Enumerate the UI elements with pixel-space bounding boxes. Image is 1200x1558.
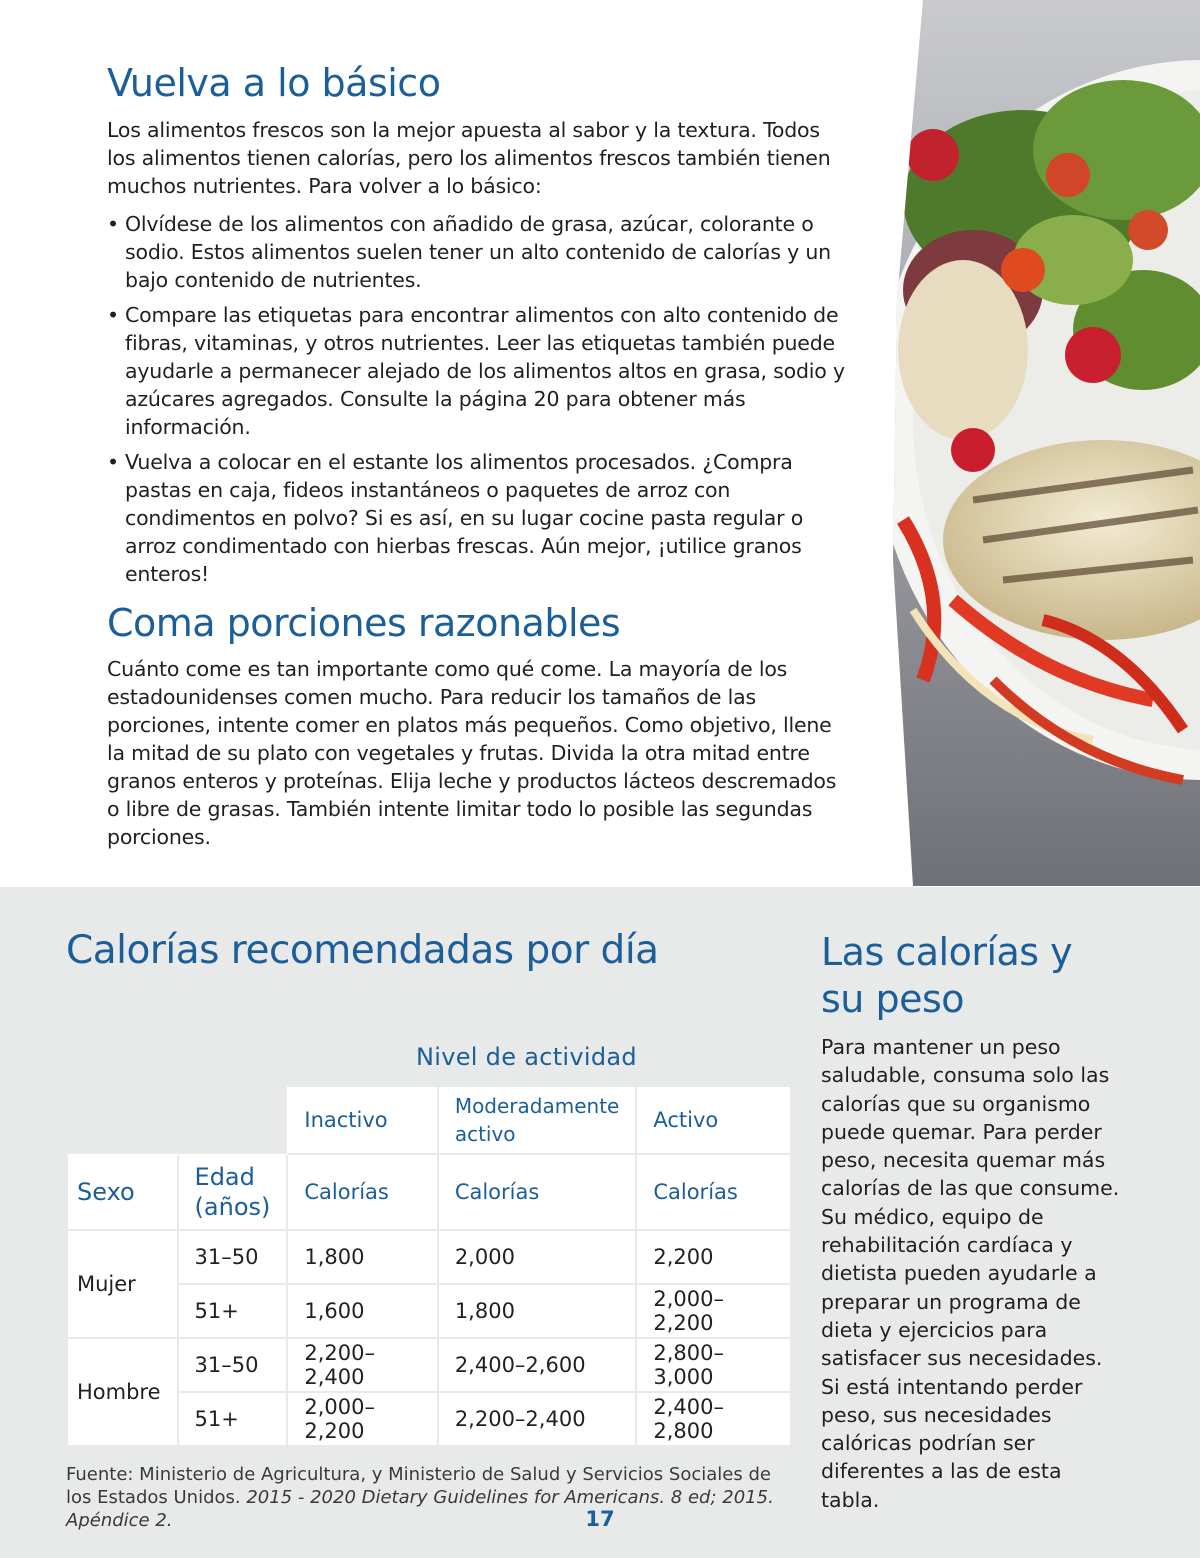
table-cell: 2,200 bbox=[636, 1230, 791, 1284]
table-cell-age: 51+ bbox=[178, 1392, 288, 1446]
basics-heading: Vuelva a lo básico bbox=[107, 61, 441, 105]
page-number: 17 bbox=[585, 1507, 615, 1531]
weight-text: Para mantener un peso saludable, consuma solo las calorías que su organismo puede quemar. Para perder peso, necesita quemar más calorías de las que consume. Su médico, equipo de rehabilitación cardíaca y dietista pueden ayudarle a preparar un programa de dieta y ejercicios para satisfacer sus necesidades. Si está intentando perder peso, sus necesidades calóricas podrían ser diferentes a las de esta tabla. bbox=[821, 1035, 1120, 1512]
portions-heading: Coma porciones razonables bbox=[107, 600, 621, 645]
table-cell: 1,600 bbox=[287, 1284, 437, 1338]
table-cell: 2,800–3,000 bbox=[636, 1338, 791, 1392]
source-italic: 2015 - 2020 Dietary Guidelines for Americans. 8 ed; 2015. Apéndice 2. bbox=[66, 1487, 774, 1531]
table-cell-age: 31–50 bbox=[178, 1338, 288, 1392]
list-item: • Olvídese de los alimentos con añadido de grasa, azúcar, colorante o sodio. Estos alimentos suelen tener un alto contenido de calorías y un bajo contenido de nutrientes. bbox=[107, 210, 852, 294]
table-header-age: Edad (años) bbox=[178, 1154, 288, 1230]
table-cell-age: 31–50 bbox=[178, 1230, 288, 1284]
table-row bbox=[67, 1230, 791, 1284]
top-text-column bbox=[107, 62, 852, 851]
table-cell: 2,000–2,200 bbox=[287, 1392, 437, 1446]
table-header-unit: Calorías bbox=[438, 1154, 637, 1230]
table-cell: 1,800 bbox=[287, 1230, 437, 1284]
table-cell-age: 51+ bbox=[178, 1284, 288, 1338]
weight-heading: Las calorías y su peso bbox=[821, 930, 1073, 1021]
list-item: • Vuelva a colocar en el estante los alimentos procesados. ¿Compra pastas en caja, fideos instantáneos o paquetes de arroz con condimentos en polvo? Si es así, en su lugar cocine pasta regular o arroz condimentado con hierbas frescas. Aún mejor, ¡utilice granos enteros! bbox=[107, 448, 852, 588]
source-plain: Fuente: Ministerio de Agricultura, y Ministerio de Salud y Servicios Sociales de los Estados Unidos. bbox=[66, 1464, 771, 1508]
table-header-unit: Calorías bbox=[287, 1154, 437, 1230]
table-cell: 2,000 bbox=[438, 1230, 637, 1284]
table-cell: 2,000–2,200 bbox=[636, 1284, 791, 1338]
table-cell: 2,400–2,800 bbox=[636, 1392, 791, 1446]
table-header-sex: Sexo bbox=[67, 1154, 178, 1230]
table-cell: 1,800 bbox=[438, 1284, 637, 1338]
calories-heading: Calorías recomendadas por día bbox=[66, 928, 659, 973]
table-cell: 2,200–2,400 bbox=[438, 1392, 637, 1446]
portions-text: Cuánto come es tan importante como qué come. La mayoría de los estadounidenses comen mucho. Para reducir los tamaños de las porciones, intente comer en platos más pequeños. Como objetivo, llene la mitad de su plato con vegetales y frutas. Divida la otra mitad entre granos enteros y proteínas. Elija leche y productos lácteos descremados o libre de grasas. También intente limitar todo lo posible las segundas porciones. bbox=[107, 657, 837, 850]
basics-list bbox=[107, 210, 852, 588]
table-cell-sex: Mujer bbox=[67, 1230, 178, 1338]
activity-level-heading: Nivel de actividad bbox=[416, 1043, 637, 1071]
list-item: • Compare las etiquetas para encontrar alimentos con alto contenido de fibras, vitaminas, y otros nutrientes. Leer las etiquetas también puede ayudarle a permanecer alejado de los alimentos altos en grasa, sodio y azúcares agregados. Consulte la página 20 para obtener más información. bbox=[107, 301, 852, 441]
table-header-active: Activo bbox=[636, 1086, 791, 1154]
table-cell: 2,400–2,600 bbox=[438, 1338, 637, 1392]
table-row bbox=[67, 1338, 791, 1392]
table-header-moderate: Moderadamente activo bbox=[438, 1086, 637, 1154]
salad-plate-photo bbox=[893, 0, 1200, 886]
basics-intro: Los alimentos frescos son la mejor apuesta al sabor y la textura. Todos los alimentos tienen calorías, pero los alimentos frescos también tienen muchos nutrientes. Para volver a lo básico: bbox=[107, 117, 831, 198]
table-header-inactive: Inactivo bbox=[287, 1086, 437, 1154]
calories-table bbox=[66, 1085, 792, 1447]
table-cell-sex: Hombre bbox=[67, 1338, 178, 1446]
weight-section bbox=[821, 929, 1121, 1514]
table-header-unit: Calorías bbox=[636, 1154, 791, 1230]
table-cell: 2,200–2,400 bbox=[287, 1338, 437, 1392]
info-panel bbox=[0, 887, 1200, 1558]
